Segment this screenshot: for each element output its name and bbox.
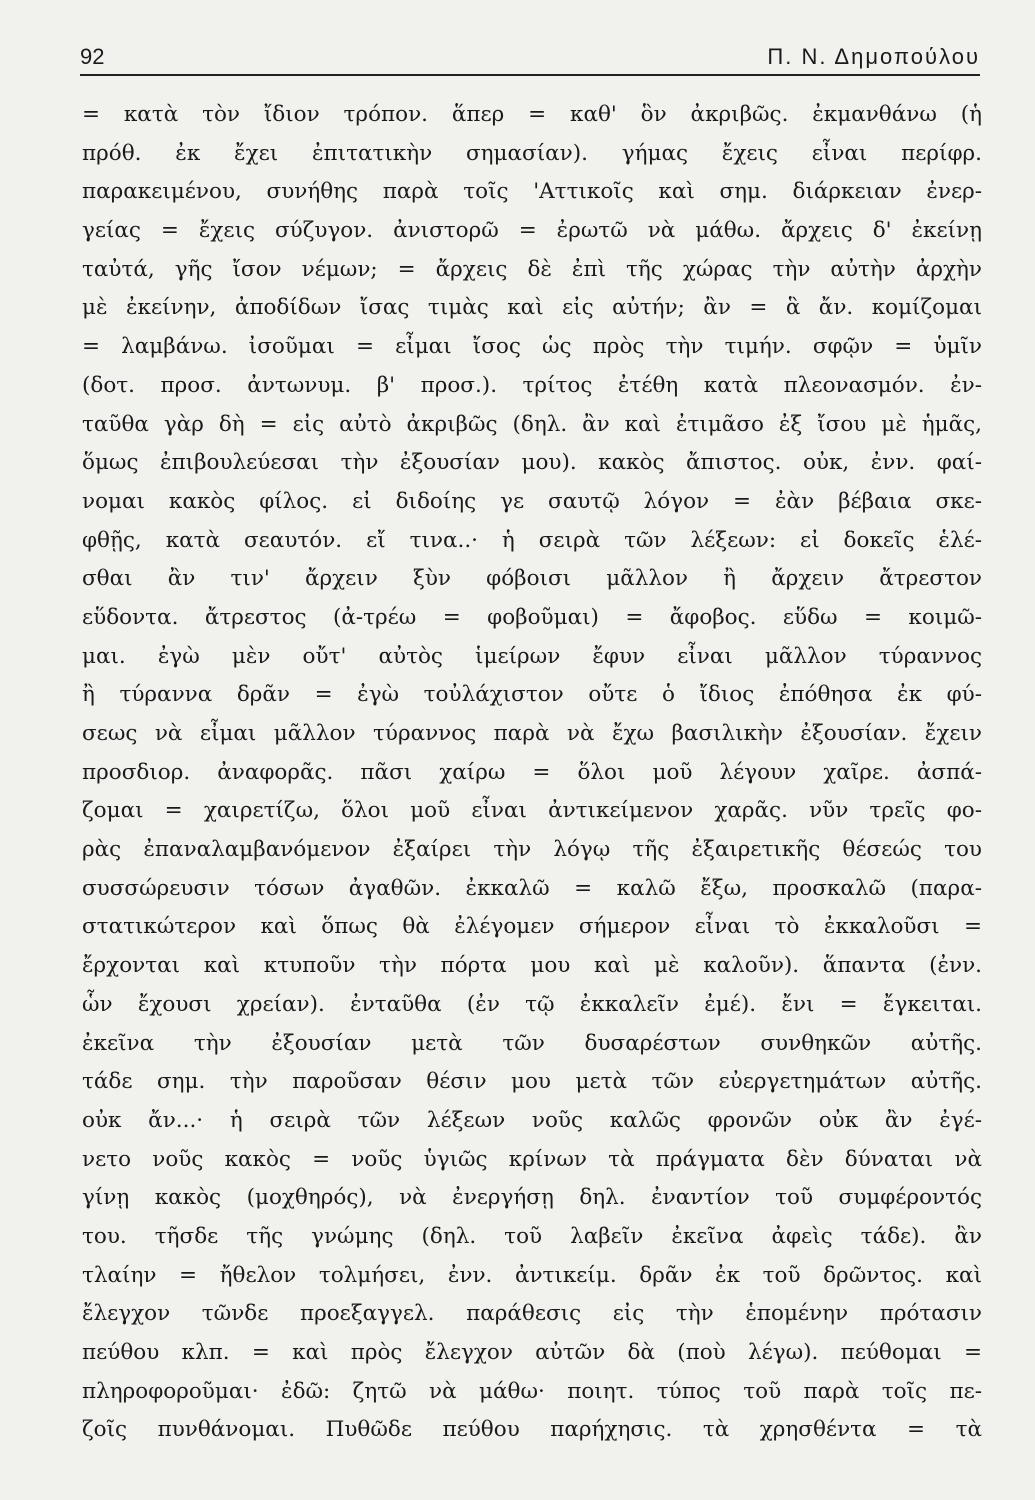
text-line: τάδε σημ. τὴν παροῦσαν θέσιν μου μετὰ τῶν εὐεργετημάτων αὐτῆς. (82, 1069, 982, 1095)
text-line: σθαι ἂν τιν' ἄρχειν ξὺν φόβοισι μᾶλλον ἢ ἄρχειν ἄτρεστον (82, 566, 982, 592)
text-line: πληροφοροῦμαι· ἐδῶ: ζητῶ νὰ μάθω· ποιητ. τύπος τοῦ παρὰ τοῖς πε- (82, 1378, 982, 1404)
text-line: νομαι κακὸς φίλος. εἰ διδοίης γε σαυτῷ λόγον = ἐὰν βέβαια σκε- (82, 488, 982, 514)
text-line: σεως νὰ εἶμαι μᾶλλον τύραννος παρὰ νὰ ἔχω βασιλικὴν ἐξουσίαν. ἔχειν (82, 721, 982, 746)
text-line: του. τῆσδε τῆς γνώμης (δηλ. τοῦ λαβεῖν ἐκεῖνα ἀφεὶς τάδε). ἂν (82, 1223, 982, 1249)
text-line: νετο νοῦς κακὸς = νοῦς ὑγιῶς κρίνων τὰ πράγματα δὲν δύναται νὰ (82, 1146, 982, 1172)
text-line: μαι. ἐγὼ μὲν οὔτ' αὐτὸς ἱμείρων ἔφυν εἶναι μᾶλλον τύραννος (82, 643, 982, 669)
text-line: συσσώρευσιν τόσων ἀγαθῶν. ἐκκαλῶ = καλῶ ἔξω, προσκαλῶ (παρα- (82, 875, 982, 901)
text-line: πεύθου κλπ. = καὶ πρὸς ἔλεγχον αὐτῶν δὰ (ποὺ λέγω). πεύθομαι = (82, 1340, 982, 1365)
text-line: γίνῃ κακὸς (μοχθηρός), νὰ ἐνεργήσῃ δηλ. ἐναντίον τοῦ συμφέροντός (82, 1185, 982, 1211)
text-line: γείας = ἔχεις σύζυγον. ἀνιστορῶ = ἐρωτῶ νὰ μάθω. ἄρχεις δ' ἐκείνῃ (82, 218, 982, 244)
text-line: ἔρχονται καὶ κτυποῦν τὴν πόρτα μου καὶ μὲ καλοῦν). ἅπαντα (ἐνν. (82, 953, 982, 979)
text-line: ζοῖς πυνθάνομαι. Πυθῶδε πεύθου παρήχησις. τὰ χρησθέντα = τὰ (82, 1417, 982, 1443)
text-line: ἢ τύραννα δρᾶν = ἐγὼ τοὐλάχιστον οὔτε ὁ ἴδιος ἐπόθησα ἐκ φύ- (82, 682, 982, 708)
text-line: οὐκ ἄν...· ἡ σειρὰ τῶν λέξεων νοῦς καλῶς φρονῶν οὐκ ἂν ἐγέ- (82, 1107, 982, 1133)
text-line: προσδιορ. ἀναφορᾶς. πᾶσι χαίρω = ὅλοι μοῦ λέγουν χαῖρε. ἀσπά- (82, 759, 982, 785)
text-line: ἔλεγχον τῶνδε προεξαγγελ. παράθεσις εἰς τὴν ἑπομένην πρότασιν (82, 1301, 982, 1327)
text-line: ὅμως ἐπιβουλεύεσαι τὴν ἐξουσίαν μου). κακὸς ἄπιστος. οὐκ, ἐνν. φαί- (82, 450, 982, 476)
text-line: (δοτ. προσ. ἀντωνυμ. β' προσ.). τρίτος ἐτέθη κατὰ πλεονασμόν. ἐν- (82, 372, 982, 398)
text-line: μὲ ἐκείνην, ἀποδίδων ἴσας τιμὰς καὶ εἰς αὐτήν; ἂν = ἃ ἄν. κομίζομαι (82, 295, 982, 321)
text-line: ὧν ἔχουσι χρείαν). ἐνταῦθα (ἐν τῷ ἐκκαλεῖν ἐμέ). ἔνι = ἔγκειται. (82, 991, 982, 1017)
text-line: = λαμβάνω. ἰσοῦμαι = εἶμαι ἴσος ὡς πρὸς τὴν τιμήν. σφῷν = ὑμῖν (82, 334, 982, 360)
text-line: ρὰς ἐπαναλαμβανόμενον ἐξαίρει τὴν λόγῳ τῆς ἐξαιρετικῆς θέσεώς του (82, 837, 982, 863)
text-line: φθῇς, κατὰ σεαυτόν. εἴ τινα..· ἡ σειρὰ τῶν λέξεων: εἰ δοκεῖς ἑλέ- (82, 527, 982, 553)
running-head: Π. Ν. Δημοπούλου (767, 44, 980, 69)
commentary-text (82, 96, 982, 1450)
text-line: ταὐτά, γῆς ἴσον νέμων; = ἄρχεις δὲ ἐπὶ τῆς χώρας τὴν αὐτὴν ἀρχὴν (82, 256, 982, 282)
text-line: ταῦθα γὰρ δὴ = εἰς αὐτὸ ἀκριβῶς (δηλ. ἂν καὶ ἐτιμᾶσο ἐξ ἴσου μὲ ἡμᾶς, (82, 411, 982, 437)
text-line: στατικώτερον καὶ ὅπως θὰ ἐλέγομεν σήμερον εἶναι τὸ ἐκκαλοῦσι = (82, 914, 982, 940)
text-line: ἐκεῖνα τὴν ἐξουσίαν μετὰ τῶν δυσαρέστων συνθηκῶν αὐτῆς. (82, 1030, 982, 1056)
text-line: τλαίην = ἤθελον τολμήσει, ἐνν. ἀντικείμ. δρᾶν ἐκ τοῦ δρῶντος. καὶ (82, 1262, 982, 1288)
text-line: πρόθ. ἐκ ἔχει ἐπιτατικὴν σημασίαν). γήμας ἔχεις εἶναι περίφρ. (82, 140, 982, 166)
page-number: 92 (80, 44, 105, 69)
page-header (80, 34, 980, 76)
text-line: = κατὰ τὸν ἴδιον τρόπον. ἅπερ = καθ' ὃν ἀκριβῶς. ἐκμανθάνω (ἡ (82, 102, 982, 127)
text-line: παρακειμένου, συνήθης παρὰ τοῖς 'Αττικοῖς καὶ σημ. διάρκειαν ἐνερ- (82, 179, 982, 205)
text-line: ζομαι = χαιρετίζω, ὅλοι μοῦ εἶναι ἀντικείμενον χαρᾶς. νῦν τρεῖς φο- (82, 798, 982, 824)
text-line: εὕδοντα. ἄτρεστος (ἀ-τρέω = φοβοῦμαι) = ἄφοβος. εὕδω = κοιμῶ- (82, 604, 982, 630)
